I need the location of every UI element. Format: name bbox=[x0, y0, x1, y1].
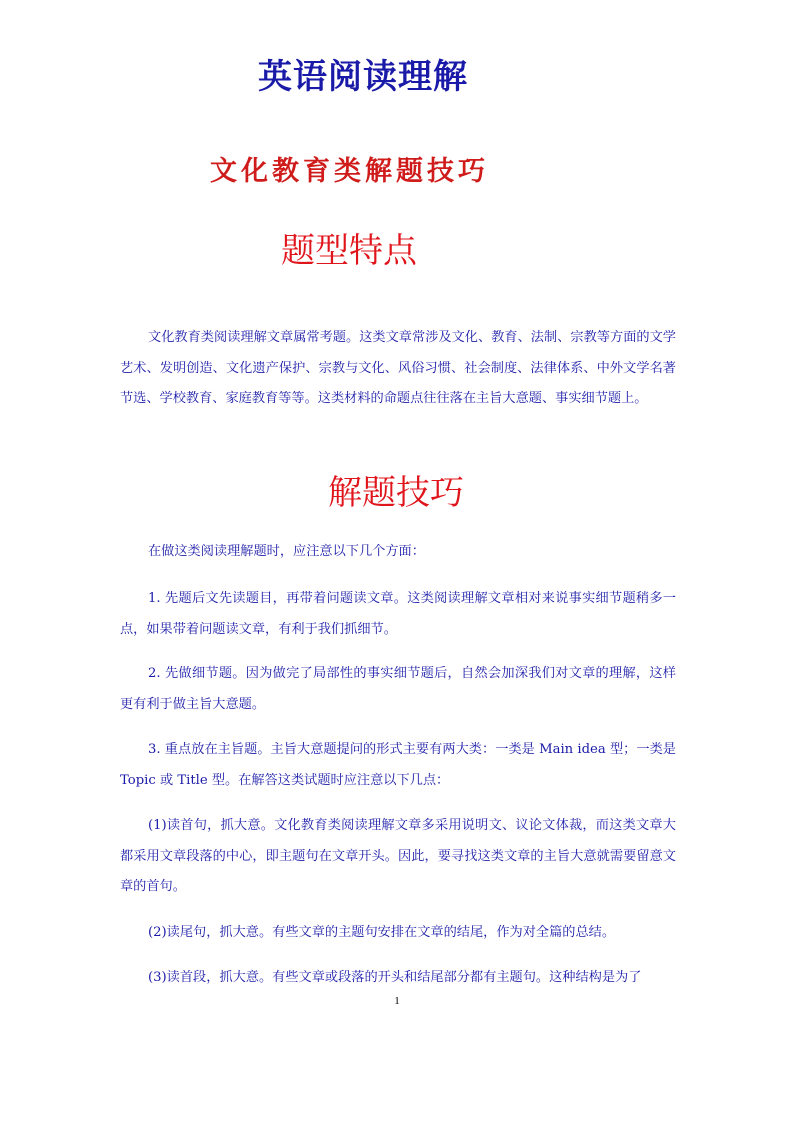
sub-point-3: (3)读首段，抓大意。有些文章或段落的开头和结尾部分都有主题句。这种结构是为了 bbox=[148, 970, 642, 985]
technique-point-1: 1. 先题后文先读题目，再带着问题读文章。这类阅读理解文章相对来说事实细节题稍多一点，如果带着问题读文章，有利于我们抓细节。 bbox=[120, 591, 676, 637]
technique-point-3: 3. 重点放在主旨题。主旨大意题提问的形式主要有两大类：一类是 Main idea 型；一类是 Topic 或 Title 型。在解答这类试题时应注意以下几点： bbox=[120, 742, 676, 788]
intro-paragraph: 文化教育类阅读理解文章属常考题。这类文章常涉及文化、教育、法制、宗教等方面的文学艺术、发明创造、文化遗产保护、宗教与文化、风俗习惯、社会制度、法律体系、中外文学名著节选、学校教育、家庭教育等等。这类材料的命题点往往落在主旨大意题、事实细节题上。 bbox=[120, 330, 676, 406]
techniques-lead-paragraph: 在做这类阅读理解题时，应注意以下几个方面： bbox=[148, 544, 425, 559]
document-title: 英语阅读理解 bbox=[258, 57, 468, 97]
technique-point-2: 2. 先做细节题。因为做完了局部性的事实细节题后，自然会加深我们对文章的理解，这样更有利于做主旨大意题。 bbox=[120, 666, 676, 712]
section-heading-techniques: 解题技巧 bbox=[328, 473, 464, 513]
sub-point-1: (1)读首句，抓大意。文化教育类阅读理解文章多采用说明文、议论文体裁，而这类文章大都采用文章段落的中心，即主题句在文章开头。因此，要寻找这类文章的主旨大意就需要留意文章的首句。 bbox=[120, 818, 676, 894]
section-heading-features: 题型特点 bbox=[281, 231, 417, 271]
page-number: 1 bbox=[394, 995, 400, 1007]
sub-point-2: (2)读尾句，抓大意。有些文章的主题句安排在文章的结尾，作为对全篇的总结。 bbox=[148, 925, 616, 940]
document-subtitle: 文化教育类解题技巧 bbox=[210, 156, 489, 187]
